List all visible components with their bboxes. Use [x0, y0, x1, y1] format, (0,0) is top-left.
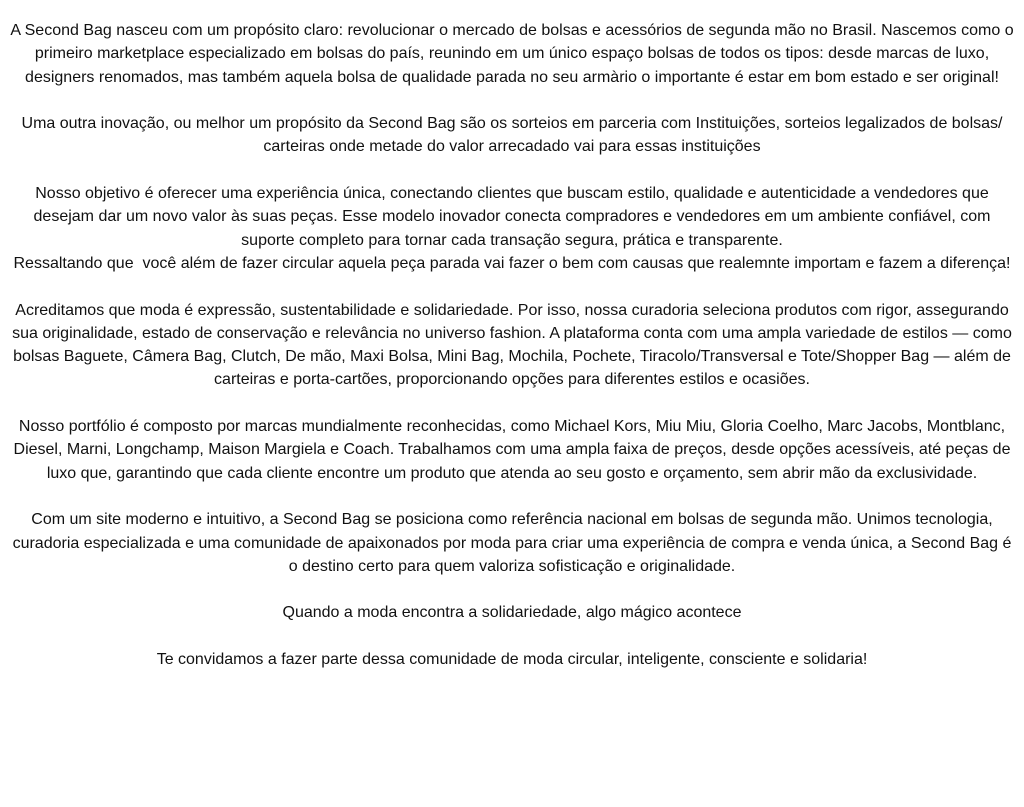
- about-paragraph-origin: A Second Bag nasceu com um propósito claro: revolucionar o mercado de bolsas e acessórios de segunda mão no Brasil. Nascemos como o primeiro marketplace especializado em bolsas do país, reunindo em um único espaço bolsas de todos os tipos: desde marcas de luxo, designers renomados, mas também aquela bolsa de qualidade parada no seu armàrio o importante é estar em bom estado e ser original!: [10, 22, 1019, 86]
- about-paragraph-objective: Nosso objetivo é oferecer uma experiência única, conectando clientes que buscam estilo, qualidade e autenticidade a vendedores que desejam dar um novo valor às suas peças. Esse modelo inovador conecta compradores e vendedores em um ambiente confiável, com suporte completo para tornar cada transação segura, prática e transparente.: [33, 185, 995, 249]
- about-paragraph-raffles: Uma outra inovação, ou melhor um propósito da Second Bag são os sorteios em parceria com Instituições, sorteios legalizados de bolsas/ carteiras onde metade do valor arrecadado vai para essas instituições: [21, 115, 1007, 156]
- about-paragraph-platform: Com um site moderno e intuitivo, a Second Bag se posiciona como referência nacional em bolsas de segunda mão. Unimos tecnologia, curadoria especializada e uma comunidade de apaixonados por moda para criar uma experiência de compra e venda única, a Second Bag é o destino certo para quem valoriza sofisticação e originalidade.: [12, 511, 1016, 575]
- about-paragraph-curation: Acreditamos que moda é expressão, sustentabilidade e solidariedade. Por isso, nossa curadoria seleciona produtos com rigor, assegurando sua originalidade, estado de conservação e relevância no universo fashion. A plataforma conta com uma ampla variedade de estilos — como bolsas Baguete, Câmera Bag, Clutch, De mão, Maxi Bolsa, Mini Bag, Mochila, Pochete, Tiracolo/Transversal e Tote/Shopper Bag — além de carteiras e porta-cartões, proporcionando opções para diferentes estilos e ocasiões.: [12, 301, 1017, 389]
- about-paragraph-portfolio: Nosso portfólio é composto por marcas mundialmente reconhecidas, como Michael Kors, Miu Miu, Gloria Coelho, Marc Jacobs, Montblanc, Diesel, Marni, Longchamp, Maison Margiela e Coach. Trabalhamos com uma ampla faixa de preços, desde opções acessíveis, até peças de luxo que, garantindo que cada cliente encontre um produto que atenda ao seu gosto e orçamento, sem abrir mão da exclusividade.: [13, 418, 1015, 482]
- about-paragraph-invitation: Te convidamos a fazer parte dessa comunidade de moda circular, inteligente, consciente e solidaria!: [156, 651, 868, 669]
- about-paragraph-solidarity: Quando a moda encontra a solidariedade, algo mágico acontece: [282, 604, 742, 622]
- about-paragraph-circular-good: Ressaltando que você além de fazer circular aquela peça parada vai fazer o bem com causas que realemnte importam e fazem a diferença!: [13, 254, 1011, 272]
